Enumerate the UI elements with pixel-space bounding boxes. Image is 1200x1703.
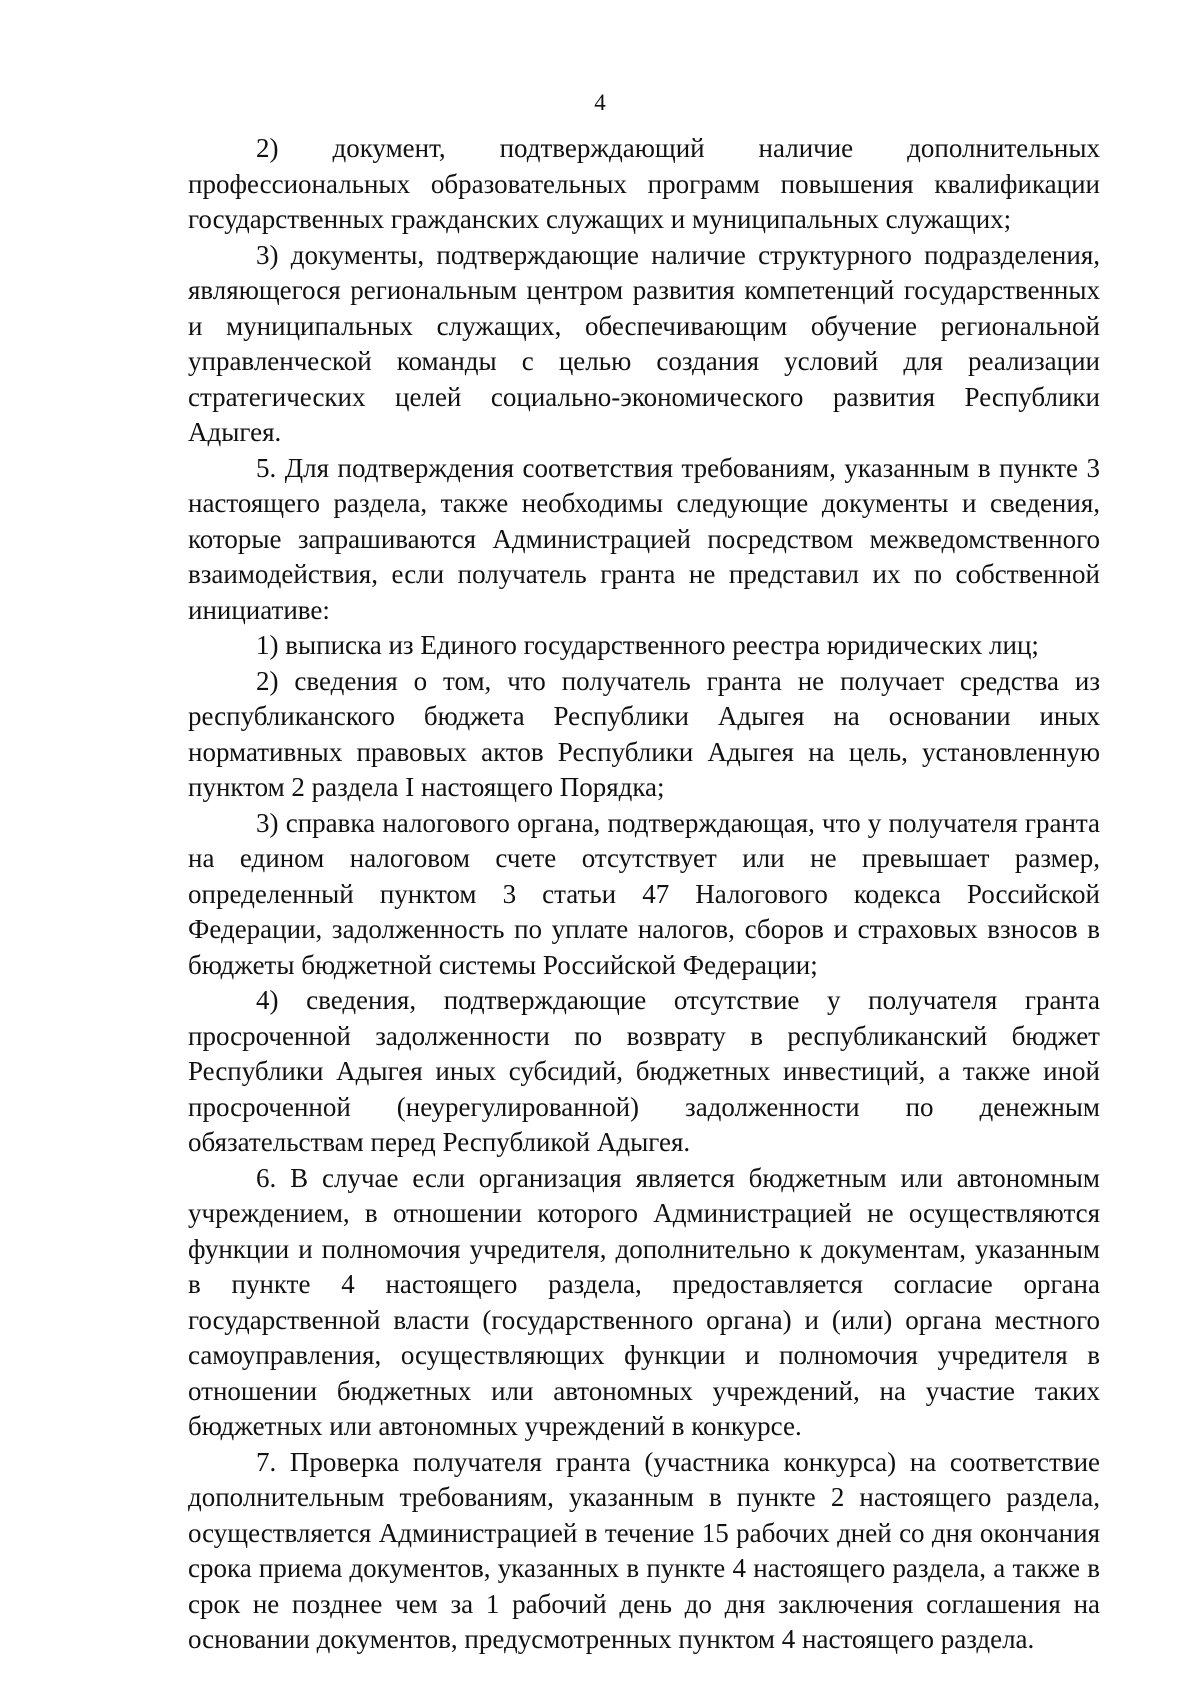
paragraph-item-3-tax-certificate: 3) справка налогового органа, подтверждающая, что у получателя гранта на едином налоговом счете отсутствует или не превышает размер, определенный пунктом 3 статьи 47 Налогового кодекса Российской Федерации, задолженность по уплате налогов, сборов и страховых взносов в бюджеты бюджетной системы Российской Федерации; <box>188 807 1100 980</box>
paragraph-clause-5: 5. Для подтверждения соответствия требованиям, указанным в пункте 3 настоящего раздела, также необходимы следующие документы и сведения, которые запрашиваются Администрацией посредством межведомственного взаимодействия, если получатель гранта не представил их по собственной инициативе: <box>188 452 1100 625</box>
paragraph-item-2-document: 2) документ, подтверждающий наличие дополнительных профессиональных образовательных программ повышения квалификации государственных гражданских служащих и муниципальных служащих; <box>188 133 1100 234</box>
page-number: 4 <box>594 90 606 115</box>
paragraph-item-3-documents: 3) документы, подтверждающие наличие структурного подразделения, являющегося региональным центром развития компетенций государственных и муниципальных служащих, обеспечивающим обучение региональной управленческой команды с целью создания условий для реализации стратегических целей социально-экономического развития Республики Адыгея. <box>188 239 1100 447</box>
paragraph-item-1-extract: 1) выписка из Единого государственного реестра юридических лиц; <box>256 630 1039 660</box>
paragraph-clause-7: 7. Проверка получателя гранта (участника конкурса) на соответствие дополнительным требованиям, указанным в пункте 2 настоящего раздела, осуществляется Администрацией в течение 15 рабочих дней со дня окончания срока приема документов, указанных в пункте 4 настоящего раздела, а также в срок не позднее чем за 1 рабочий день до дня заключения соглашения на основании документов, предусмотренных пунктом 4 настоящего раздела. <box>188 1446 1100 1654</box>
document-body <box>188 131 1100 1658</box>
paragraph-item-2-information: 2) сведения о том, что получатель гранта не получает средства из республиканского бюджета Республики Адыгея на основании иных нормативных правовых актов Республики Адыгея на цель, установленную пунктом 2 раздела I настоящего Порядка; <box>188 665 1100 802</box>
paragraph-item-4-no-debt: 4) сведения, подтверждающие отсутствие у получателя гранта просроченной задолженности по возврату в республиканский бюджет Республики Адыгея иных субсидий, бюджетных инвестиций, а также иной просроченной (неурегулированной) задолженности по денежным обязательствам перед Республикой Адыгея. <box>188 985 1100 1157</box>
paragraph-clause-6: 6. В случае если организация является бюджетным или автономным учреждением, в отношении которого Администрацией не осуществляются функции и полномочия учредителя, дополнительно к документам, указанным в пункте 4 настоящего раздела, предоставляется согласие органа государственной власти (государственного органа) и (или) органа местного самоуправления, осуществляющих функции и полномочия учредителя в отношении бюджетных или автономных учреждений, на участие таких бюджетных или автономных учреждений в конкурсе. <box>188 1162 1100 1441</box>
